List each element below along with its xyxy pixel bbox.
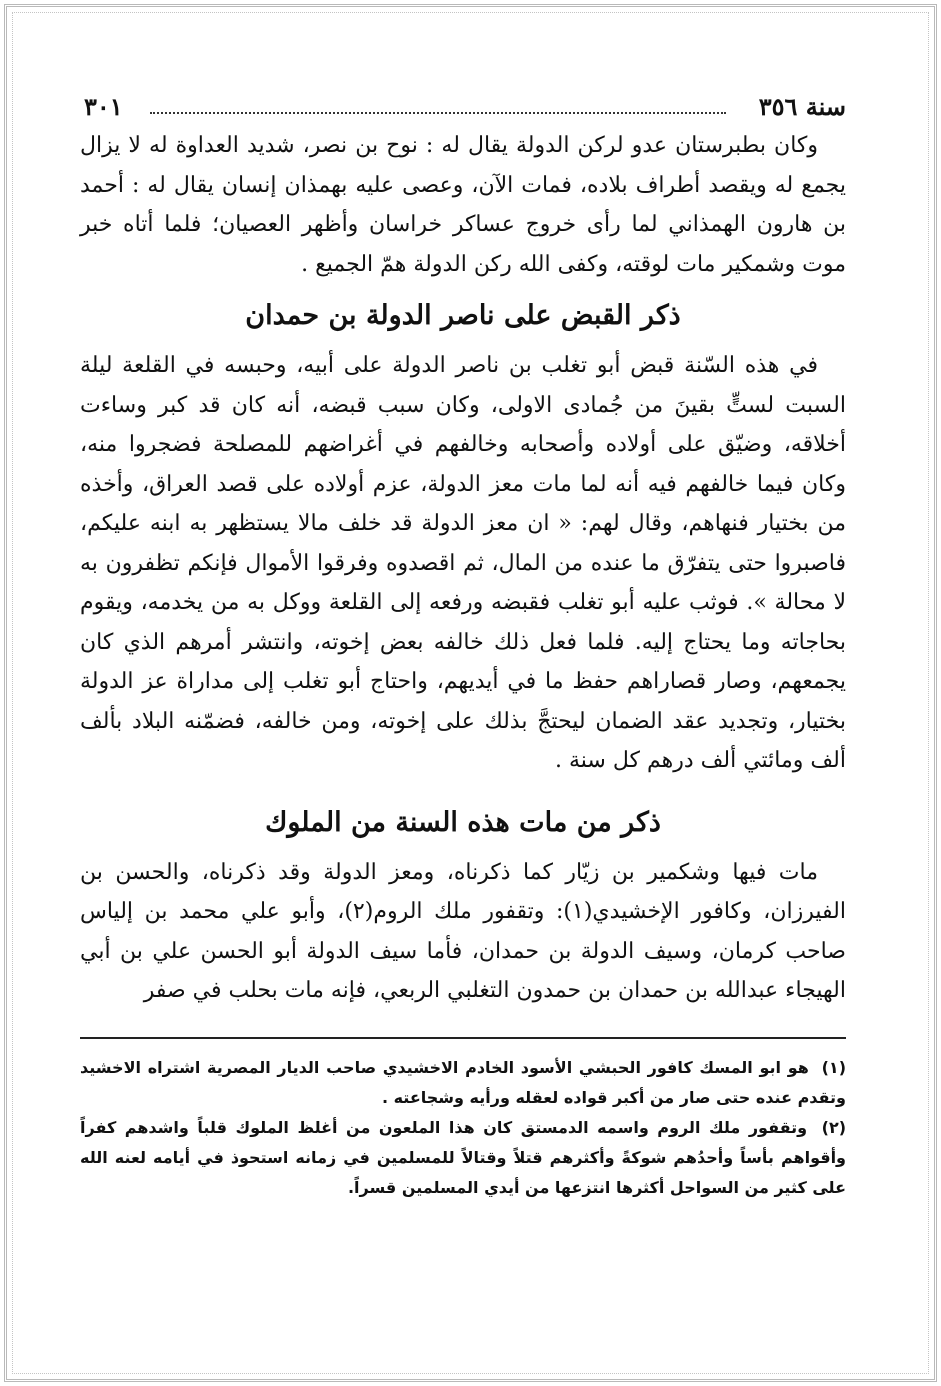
- footnote-1: [80, 1053, 846, 1113]
- footnote-separator: [80, 1037, 846, 1039]
- footnote-1-text: هو ابو المسك كافور الحبشي الأسود الخادم الاخشيدي صاحب الديار المصرية اشتراه الاخشيد وتقدم عنده حتى صار من أكبر قواده لعقله ورأيه وشجاعته .: [80, 1057, 846, 1107]
- footnote-2-mark: (٢): [821, 1117, 847, 1137]
- intro-paragraph: وكان بطبرستان عدو لركن الدولة يقال له : نوح بن نصر، شديد العداوة له لا يزال يجمع له ويقصد أطراف بلاده، فمات الآن، وعصى عليه بهمذان إنسان يقال له : أحمد بن هارون الهمذاني لما رأى خروج عساكر خراسان وأظهر العصيان؛ فلما أتاه خبر موت وشمكير مات لوقته، وكفى الله ركن الدولة همّ الجميع .: [80, 133, 846, 277]
- page-number: ٣٠١: [84, 92, 123, 121]
- section-paragraph-deaths: مات فيها وشكمير بن زيّار كما ذكرناه، ومعز الدولة وقد ذكرناه، والحسن بن الفيرزان، وكافور الإخشيدي(١): وتقفور ملك الروم(٢)، وأبو علي محمد بن إلياس صاحب كرمان، وسيف الدولة بن حمدان، فأما سيف الدولة أبو الحسن علي بن أبي الهيجاء عبدالله بن حمدان بن حمدون التغلبي الربعي، فإنه مات بحلب في صفر: [80, 859, 846, 1003]
- book-page: [80, 88, 846, 1203]
- running-header-year: سنة ٣٥٦: [758, 92, 846, 121]
- footnote-2-text: وتقفور ملك الروم واسمه الدمستق كان هذا الملعون من أغلظ الملوك قلباً واشدهم كفراً وأقواهم بأساً وأحدُهم شوكةً وأكثرهم قتلاً وقتالاً للمسلمين في زمانه استحوذ في أيامه لعنه الله على كثير من السواحل أكثرها انتزعها من أيدي المسلمين قسراً.: [80, 1117, 846, 1197]
- section-heading-deaths: ذكر من مات هذه السنة من الملوك: [265, 806, 661, 838]
- footnote-2: [80, 1113, 846, 1203]
- footnote-1-mark: (١): [821, 1057, 846, 1077]
- header-leader-dots: [150, 112, 726, 114]
- section-paragraph-arrest: في هذه السّنة قبض أبو تغلب بن ناصر الدولة على أبيه، وحبسه في القلعة ليلة السبت لستٍّ بقينَ من جُمادى الاولى، وكان سبب قبضه، أنه كان قد كبر وساءت أخلاقه، وضيّق على أولاده وأصحابه وخالفهم في أغراضهم للمصلحة فضجروا منه، وكان فيما خالفهم فيه أنه لما مات معز الدولة، عزم أولاده على قصد العراق، وأخذه من بختيار فنهاهم، وقال لهم: « ان معز الدولة قد خلف مالا يستظهر به ابنه عليكم، فاصبروا حتى يتفرّق ما عنده من المال، ثم اقصدوه وفرقوا الأموال فإنكم تظفرون به لا محالة ». فوثب عليه أبو تغلب فقبضه ورفعه إلى القلعة ووكل به من يخدمه، ويقوم بحاجاته وما يحتاج إليه. فلما فعل ذلك خالفه بعض إخوته، وانتشر أمرهم الذي كان يجمعهم، وصار قصاراهم حفظ ما في أيديهم، واحتاج أبو تغلب إلى مداراة عز الدولة بختيار، وتجديد عقد الضمان ليحتجَّ بذلك على إخوته، ومن خالفه، فضمّنه البلاد بألف ألف ومائتي ألف درهم كل سنة .: [80, 353, 846, 773]
- section-heading-arrest: ذكر القبض على ناصر الدولة بن حمدان: [245, 300, 681, 331]
- running-header: [80, 88, 846, 126]
